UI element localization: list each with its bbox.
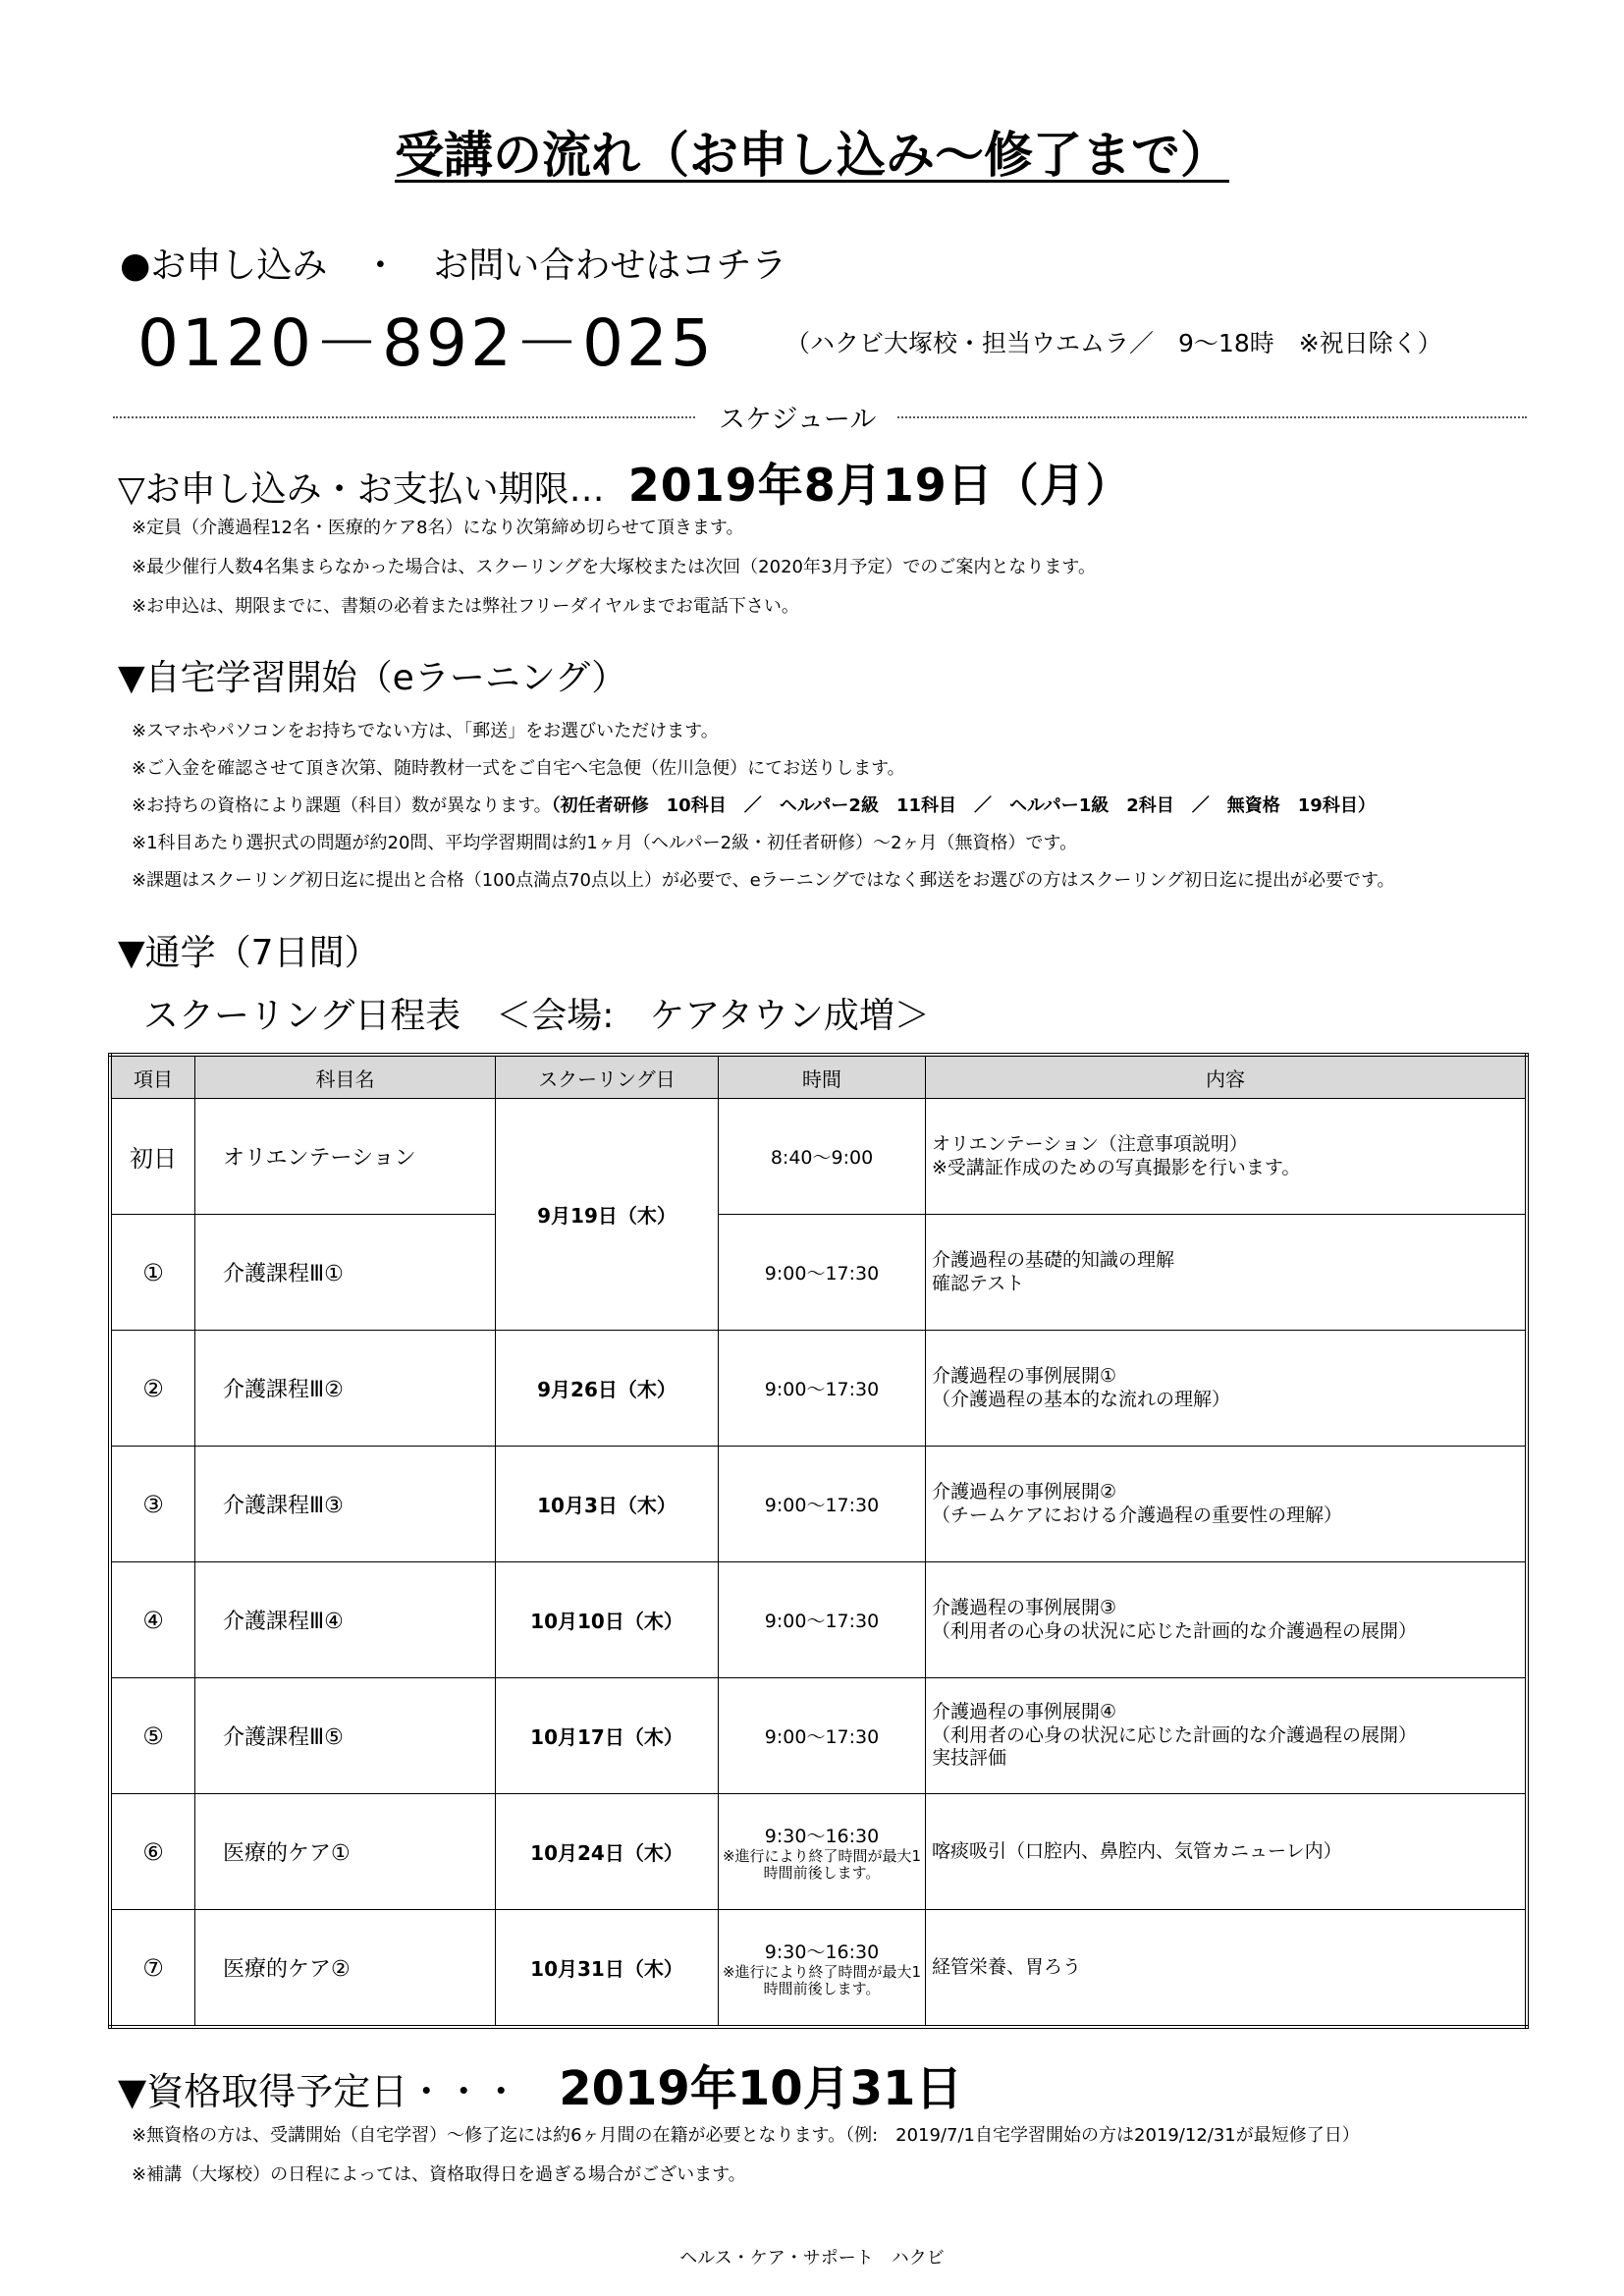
- subject-cell: 介護課程Ⅲ④: [195, 1562, 496, 1678]
- commute-heading: ▼通学（7日間）: [118, 933, 380, 973]
- page-title: 受講の流れ（お申し込み～修了まで）: [395, 127, 1229, 184]
- content-cell: 介護過程の事例展開① （介護過程の基本的な流れの理解）: [926, 1331, 1528, 1447]
- date-cell: 10月24日（木）: [496, 1794, 719, 1910]
- time-note: ※進行により終了時間が最大1時間前後します。: [722, 1962, 922, 1997]
- table-header-row: [110, 1055, 1527, 1099]
- content-cell: オリエンテーション（注意事項説明） ※受講証作成のための写真撮影を行います。: [926, 1099, 1528, 1215]
- table-row: [110, 1215, 1527, 1331]
- time-cell: 9:00～17:30: [719, 1215, 926, 1331]
- deadline-date: 2019年8月19日（月）: [627, 459, 1132, 512]
- home-study-note-subjects: [132, 792, 1376, 817]
- column-header: 内容: [926, 1055, 1528, 1099]
- time-cell: 9:00～17:30: [719, 1562, 926, 1678]
- date-cell: 10月17日（木）: [496, 1678, 719, 1794]
- home-study-note: ※スマホやパソコンをお持ちでない方は、「郵送」をお選びいただけます。: [132, 721, 719, 741]
- subject-cell: 介護課程Ⅲ①: [195, 1215, 496, 1331]
- content-cell: 介護過程の基礎的知識の理解 確認テスト: [926, 1215, 1528, 1331]
- item-cell: ⑤: [110, 1678, 195, 1794]
- date-cell: 9月26日（木）: [496, 1331, 719, 1447]
- item-cell: ⑥: [110, 1794, 195, 1910]
- subject-cell: 介護課程Ⅲ③: [195, 1447, 496, 1562]
- table-row: [110, 1678, 1527, 1794]
- table-row: [110, 1562, 1527, 1678]
- time-note: ※進行により終了時間が最大1時間前後します。: [722, 1846, 922, 1882]
- contact-heading: ●お申し込み ・ お問い合わせはコチラ: [120, 246, 787, 286]
- time-cell: 9:00～17:30: [719, 1447, 926, 1562]
- item-cell: ①: [110, 1215, 195, 1331]
- time-cell: [719, 1910, 926, 2028]
- item-cell: ④: [110, 1562, 195, 1678]
- time-range: 9:30～16:30: [764, 1825, 880, 1847]
- item-cell: ②: [110, 1331, 195, 1447]
- subject-note-prefix: ※お持ちの資格により課題（科目）数が異なります。: [132, 795, 552, 816]
- schedule-title: スクーリング日程表 ＜会場: ケアタウン成増＞: [143, 996, 930, 1036]
- deadline-note: ※お申込は、期限までに、書類の必着または弊社フリーダイヤルまでお電話下さい。: [132, 596, 799, 617]
- content-cell: 介護過程の事例展開④ （利用者の心身の状況に応じた計画的な介護過程の展開） 実技評価: [926, 1678, 1528, 1794]
- table-row: [110, 1910, 1527, 2028]
- divider-label: スケジュール: [697, 398, 897, 436]
- schedule-table: [108, 1053, 1529, 2029]
- time-range: 9:30～16:30: [764, 1941, 880, 1963]
- content-cell: 経管栄養、胃ろう: [926, 1910, 1528, 2028]
- time-cell: 8:40～9:00: [719, 1099, 926, 1215]
- qualification-label: ▼資格取得予定日・・・: [118, 2070, 520, 2113]
- subject-cell: 医療的ケア②: [195, 1910, 496, 2028]
- qualification-date: 2019年10月31日: [559, 2061, 963, 2116]
- column-header: 項目: [110, 1055, 195, 1099]
- home-study-heading: ▼自宅学習開始（eラーニング）: [118, 658, 627, 698]
- subject-cell: 介護課程Ⅲ②: [195, 1331, 496, 1447]
- date-cell: 10月31日（木）: [496, 1910, 719, 2028]
- qualification-note: ※補講（大塚校）の日程によっては、資格取得日を過ぎる場合がございます。: [132, 2164, 746, 2185]
- item-cell: ⑦: [110, 1910, 195, 2028]
- column-header: 科目名: [195, 1055, 496, 1099]
- content-cell: 介護過程の事例展開③ （利用者の心身の状況に応じた計画的な介護過程の展開）: [926, 1562, 1528, 1678]
- item-cell: ③: [110, 1447, 195, 1562]
- home-study-note: ※ご入金を確認させて頂き次第、随時教材一式をご自宅へ宅急便（佐川急便）にてお送りします。: [132, 758, 905, 779]
- time-cell: 9:00～17:30: [719, 1331, 926, 1447]
- subject-cell: 介護課程Ⅲ⑤: [195, 1678, 496, 1794]
- deadline-label: ▽お申し込み・お支払い期限…: [118, 469, 605, 510]
- home-study-note: ※課題はスクーリング初日迄に提出と合格（100点満点70点以上）が必要で、eラーニングではなく郵送をお選びの方はスクーリング初日迄に提出が必要です。: [132, 870, 1395, 891]
- home-study-note: ※1科目あたり選択式の問題が約20問、平均学習期間は約1ヶ月（ヘルパー2級・初任者研修）～2ヶ月（無資格）です。: [132, 833, 1078, 853]
- table-row: [110, 1794, 1527, 1910]
- deadline-note: ※定員（介護過程12名・医療的ケア8名）になり次第締め切らせて頂きます。: [132, 518, 744, 538]
- subject-cell: オリエンテーション: [195, 1099, 496, 1215]
- time-cell: [719, 1794, 926, 1910]
- table-row: [110, 1447, 1527, 1562]
- column-header: 時間: [719, 1055, 926, 1099]
- table-row: [110, 1099, 1527, 1215]
- column-header: スクーリング日: [496, 1055, 719, 1099]
- table-row: [110, 1331, 1527, 1447]
- subject-cell: 医療的ケア①: [195, 1794, 496, 1910]
- date-cell: 9月19日（木）: [496, 1099, 719, 1331]
- content-cell: 介護過程の事例展開② （チームケアにおける介護過程の重要性の理解）: [926, 1447, 1528, 1562]
- phone-note: （ハクビ大塚校・担当ウエムラ／ 9～18時 ※祝日除く）: [785, 329, 1442, 357]
- footer-company: ヘルス・ケア・サポート ハクビ: [679, 2248, 945, 2269]
- item-cell: 初日: [110, 1099, 195, 1215]
- deadline-note: ※最少催行人数4名集まらなかった場合は、スクーリングを大塚校または次回（2020年3月予定）でのご案内となります。: [132, 557, 1096, 577]
- phone-number[interactable]: 0120－892－025: [137, 305, 715, 381]
- date-cell: 10月3日（木）: [496, 1447, 719, 1562]
- time-cell: 9:00～17:30: [719, 1678, 926, 1794]
- date-cell: 10月10日（木）: [496, 1562, 719, 1678]
- qualification-heading: [118, 2050, 962, 2118]
- qualification-note: ※無資格の方は、受講開始（自宅学習）～修了迄には約6ヶ月間の在籍が必要となります。（例: 2019/7/1自宅学習開始の方は2019/12/31が最短修了日）: [132, 2125, 1360, 2146]
- subject-counts: （初任者研修 10科目 ／ ヘルパー2級 11科目 ／ ヘルパー1級 2科目 ／ 無資格 19科目）: [551, 795, 1376, 816]
- deadline-heading: [118, 450, 1132, 515]
- content-cell: 喀痰吸引（口腔内、鼻腔内、気管カニューレ内）: [926, 1794, 1528, 1910]
